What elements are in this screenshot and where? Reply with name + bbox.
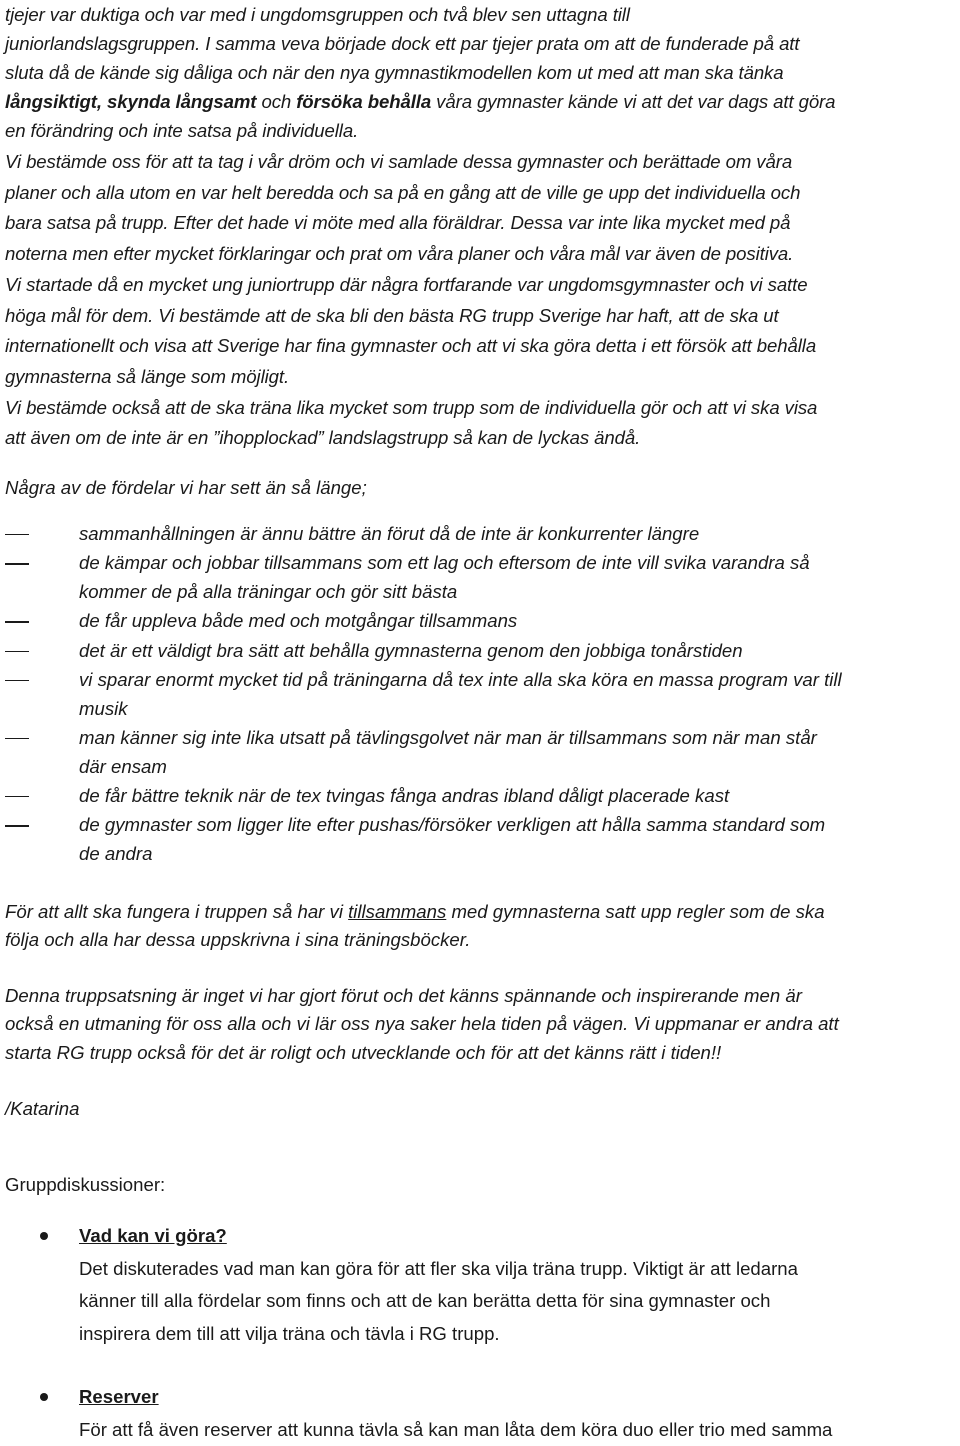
dash-bullet-icon (5, 680, 29, 681)
text-line: inspirera dem till att vilja träna och tävla i RG trupp. (79, 1322, 500, 1344)
discussion-title: Vad kan vi göra? (79, 1225, 227, 1247)
text-fragment: För att allt ska fungera i truppen så har vi (5, 900, 349, 922)
discussion-title: Reserver (79, 1386, 159, 1408)
list-item (5, 724, 957, 781)
list-item-text: de kämpar och jobbar tillsammans som ett lag och eftersom de inte vill svika varandra så (79, 552, 810, 574)
text-line: att även om de inte är en ”ihopplockad” landslagstrupp så kan de lyckas ändå. (5, 427, 641, 449)
dash-bullet-icon (5, 563, 29, 564)
intro-paragraph (5, 0, 957, 145)
text-fragment: och (256, 91, 297, 112)
bullet-dot-icon (40, 1393, 48, 1401)
closing-paragraph (5, 982, 957, 1068)
text-line: För att få även reserver att kunna tävla så kan man låta dem köra duo eller trio med samma (79, 1418, 833, 1440)
list-item (5, 637, 957, 666)
dash-bullet-icon (5, 825, 29, 826)
list-item (5, 607, 957, 636)
text-line: internationellt och visa att Sverige har fina gymnaster och att vi ska göra detta i ett försök att behålla (5, 335, 817, 357)
list-item (5, 549, 957, 606)
dash-bullet-icon (5, 621, 29, 622)
benefits-lead: Några av de fördelar vi har sett än så länge; (5, 477, 367, 499)
text-line: bara satsa på trupp. Efter det hade vi möte med alla föräldrar. Dessa var inte lika mycket med på (5, 212, 791, 234)
dash-bullet-icon (5, 651, 29, 652)
bold-phrase: långsiktigt, skynda långsamt (5, 91, 257, 112)
text-line: planer och alla utom en var helt beredda och sa på en gång att de ville ge upp det individuella och (5, 181, 801, 203)
text-line: gymnasterna så länge som möjligt. (5, 365, 290, 387)
document-page (5, 0, 957, 1446)
text-fragment: våra gymnaster kände vi att det var dags att göra (431, 91, 836, 112)
list-item-text: de gymnaster som ligger lite efter pushas/försöker verkligen att hålla samma standard som (79, 814, 826, 836)
list-item-text: de andra (79, 842, 153, 864)
text-fragment: med gymnasterna satt upp regler som de ska (446, 900, 825, 922)
text-line: Det diskuterades vad man kan göra för att fler ska vilja träna trupp. Viktigt är att ledarna (79, 1257, 798, 1279)
story-paragraph (5, 147, 957, 454)
list-item-text: de får bättre teknik när de tex tvingas fånga andras ibland dåligt placerade kast (79, 784, 730, 806)
text-line: följa och alla har dessa uppskrivna i sina träningsböcker. (5, 929, 471, 951)
underlined-word: tillsammans (348, 900, 447, 922)
rules-paragraph (5, 898, 957, 955)
group-discussions-heading: Gruppdiskussioner: (5, 1174, 166, 1196)
bold-phrase: försöka behålla (296, 91, 432, 112)
list-item-text: man känner sig inte lika utsatt på tävlingsgolvet när man är tillsammans som när man står (79, 726, 817, 748)
text-line: Vi startade då en mycket ung juniortrupp där några fortfarande var ungdomsgymnaster och vi satte (5, 273, 808, 295)
list-item-text: det är ett väldigt bra sätt att behålla gymnasterna genom den jobbiga tonårstiden (79, 639, 743, 661)
text-line: höga mål för dem. Vi bestämde att de ska bli den bästa RG trupp Sverige har haft, att de ska ut (5, 304, 779, 326)
text-line: juniorlandslagsgruppen. I samma veva började dock ett par tjejer prata om att de funderade på att (5, 33, 800, 54)
text-line: noterna men efter mycket förklaringar och prat om våra planer och våra mål var även de positiva. (5, 243, 794, 265)
discussion-item (5, 1220, 957, 1350)
list-item-text: kommer de på alla träningar och gör sitt bästa (79, 581, 458, 603)
discussion-item (5, 1381, 957, 1446)
list-item (5, 520, 957, 549)
text-line: Denna truppsatsning är inget vi har gjort förut och det känns spännande och inspirerande men är (5, 984, 802, 1006)
discussion-list (5, 1220, 957, 1446)
list-item-text: vi sparar enormt mycket tid på träningarna då tex inte alla ska köra en massa program var till (79, 668, 842, 690)
text-line: Vi bestämde oss för att ta tag i vår dröm och vi samlade dessa gymnaster och berättade om våra (5, 151, 793, 172)
list-item-text: där ensam (79, 755, 167, 777)
list-item (5, 811, 957, 868)
text-line: sluta då de kände sig dåliga och när den nya gymnastikmodellen kom ut med att man ska tänka (5, 62, 784, 83)
text-line: känner till alla fördelar som finns och att de kan berätta detta för sina gymnaster och (79, 1290, 771, 1312)
list-item-text: de får uppleva både med och motgångar tillsammans (79, 610, 518, 632)
signature: /Katarina (5, 1098, 80, 1120)
bullet-dot-icon (40, 1232, 48, 1240)
text-line: också en utmaning för oss alla och vi lär oss nya saker hela tiden på vägen. Vi uppmanar er andra att (5, 1013, 839, 1035)
text-line: tjejer var duktiga och var med i ungdomsgruppen och två blev sen uttagna till (5, 4, 630, 25)
text-line: en förändring och inte satsa på individuella. (5, 120, 359, 141)
list-item (5, 666, 957, 723)
list-item (5, 782, 957, 811)
text-line: starta RG trupp också för det är roligt och utvecklande och för att det känns rätt i tiden!! (5, 1041, 722, 1063)
dash-bullet-icon (5, 796, 29, 797)
dash-bullet-icon (5, 534, 29, 535)
list-item-text: musik (79, 697, 128, 719)
text-line: Vi bestämde också att de ska träna lika mycket som trupp som de individuella gör och att vi ska visa (5, 396, 818, 418)
list-item-text: sammanhållningen är ännu bättre än förut då de inte är konkurrenter längre (79, 523, 700, 545)
benefits-list (5, 520, 957, 869)
dash-bullet-icon (5, 738, 29, 739)
